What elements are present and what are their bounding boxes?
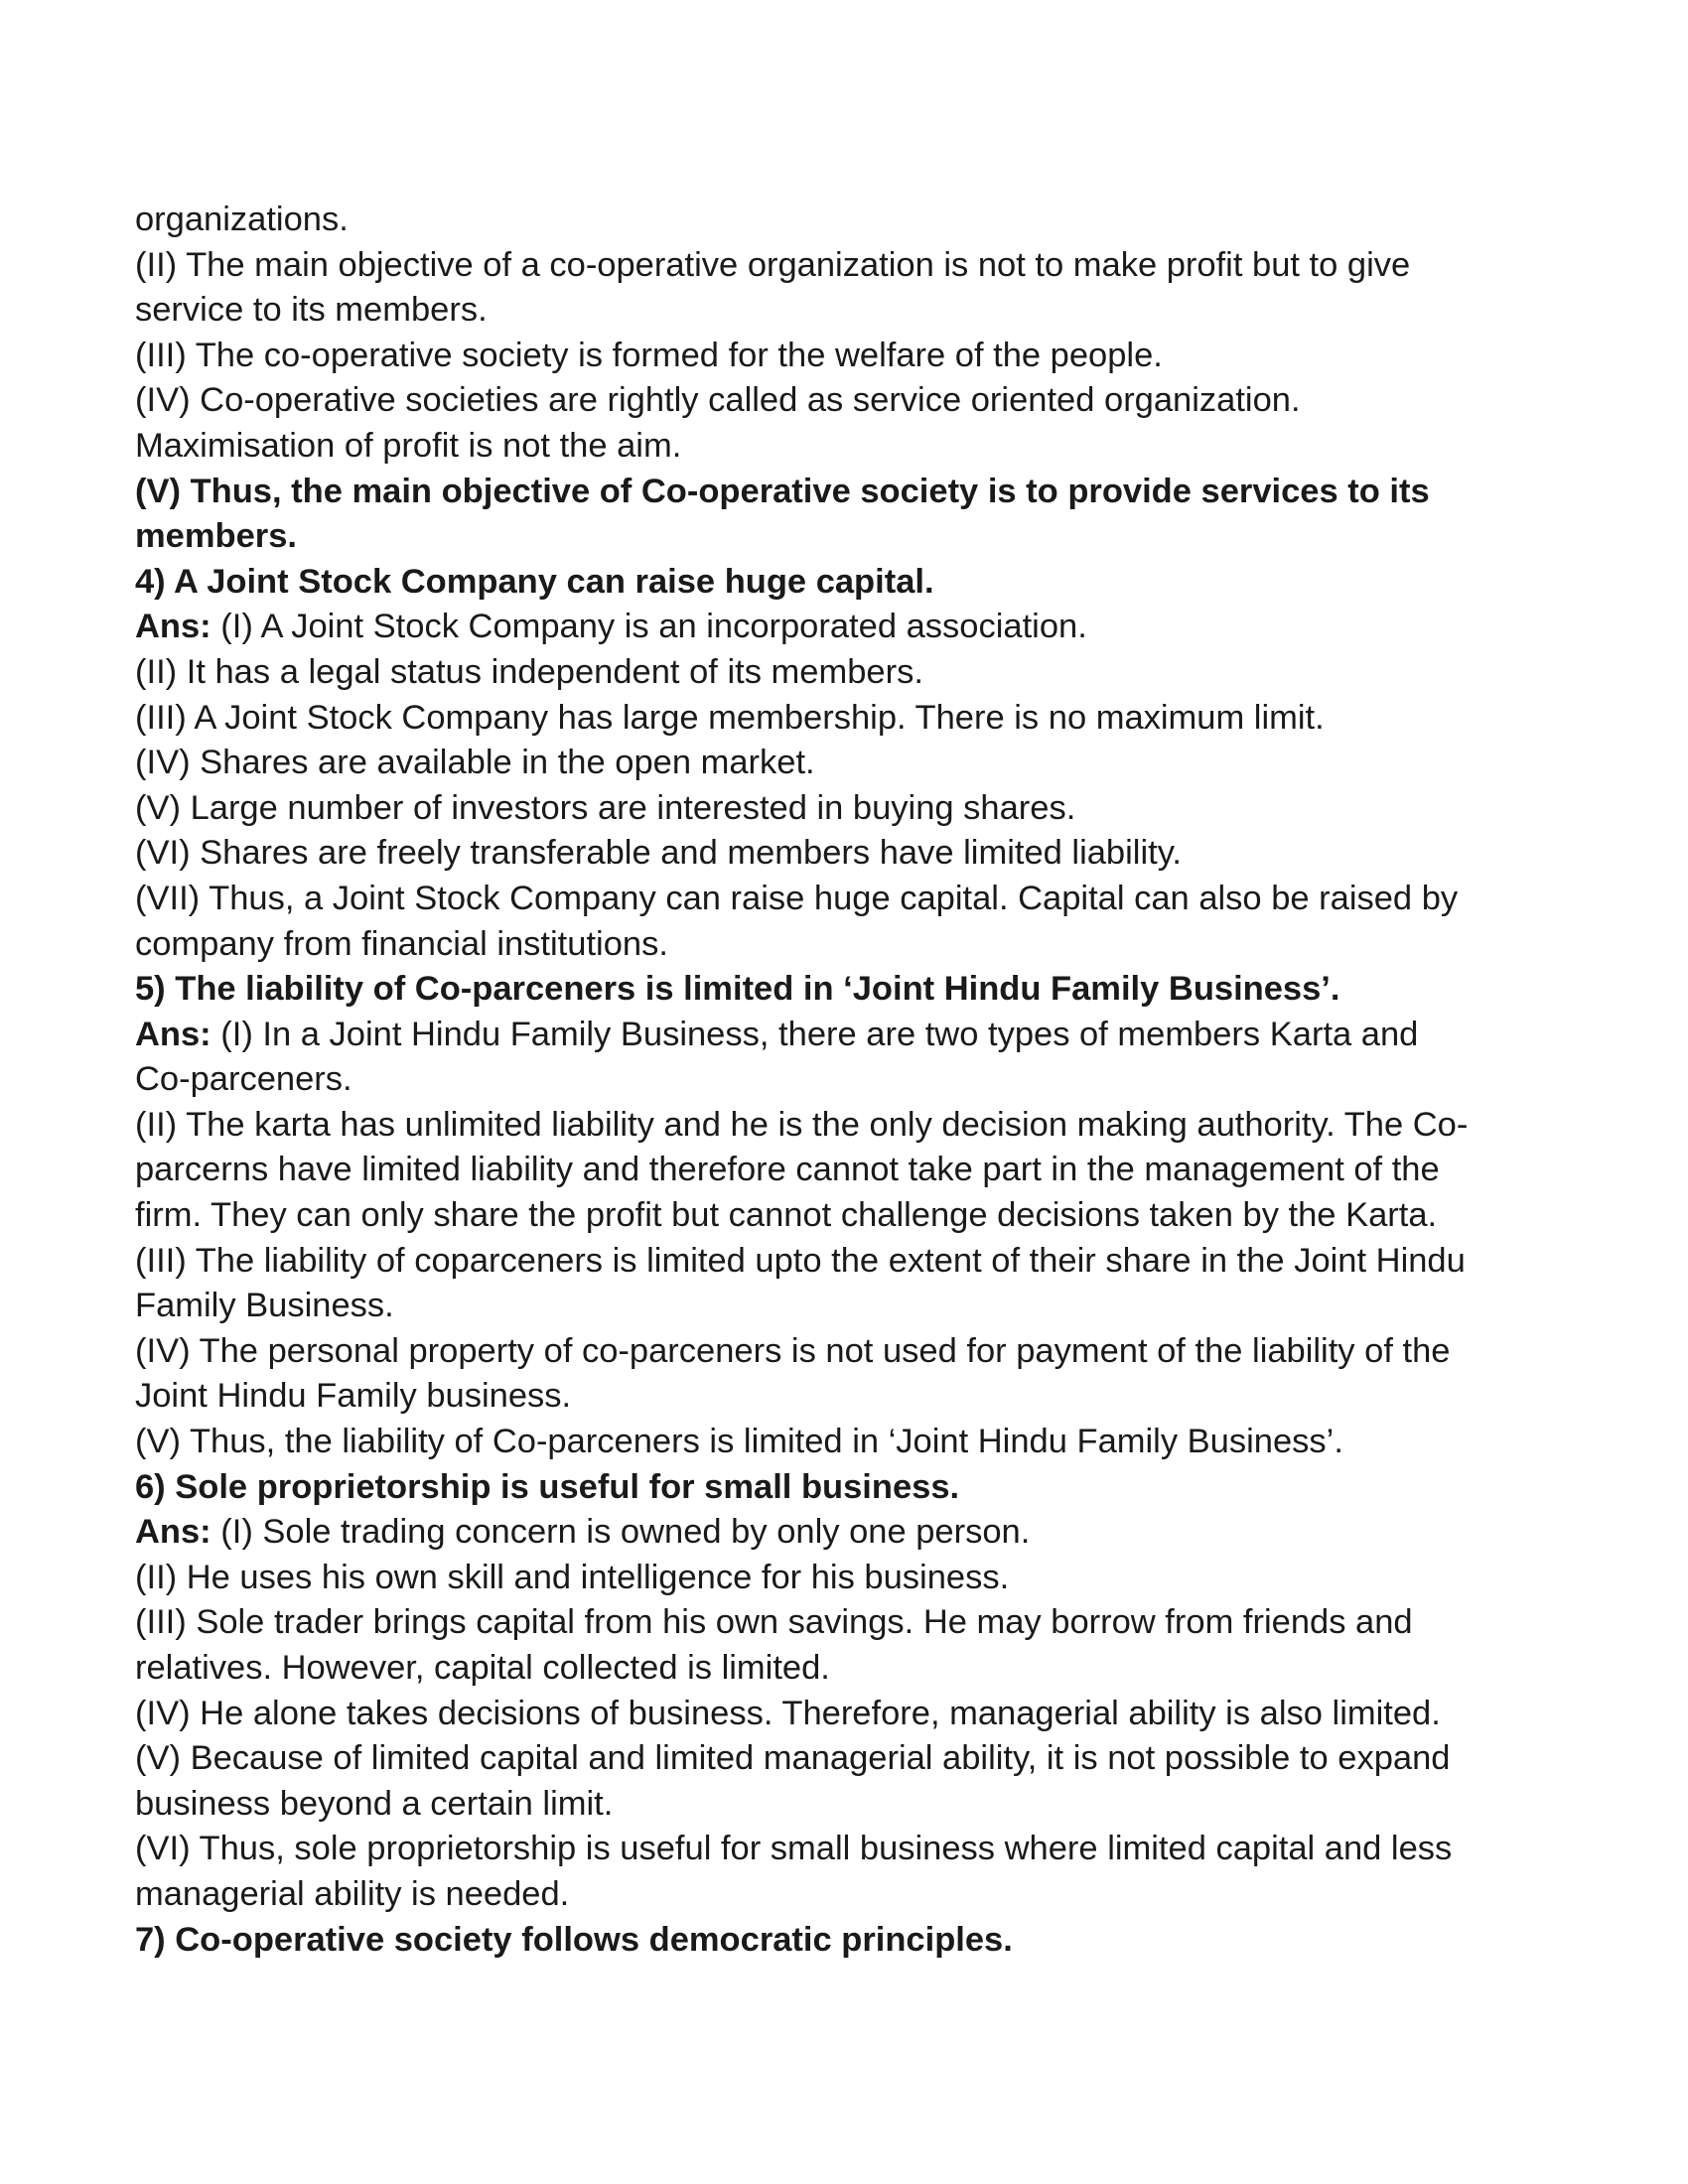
answer-text: (I) Sole trading concern is owned by only one person. [211,1513,1031,1552]
body-text-line: (VI) Shares are freely transferable and members have limited liability. [135,834,1182,873]
body-text-line: (II) He uses his own skill and intelligence for his business. [135,1558,1010,1596]
answer-line [135,605,1595,650]
question-heading: 7) Co-operative society follows democratic principles. [135,1920,1013,1959]
body-text-line: (IV) The personal property of co-parceners is not used for payment of the liability of the [135,1331,1451,1370]
body-text-line: Co-parceners. [135,1060,352,1099]
answer-text: (I) A Joint Stock Company is an incorporated association. [211,608,1087,646]
body-text-line: (II) The main objective of a co-operative organization is not to make profit but to give [135,245,1411,284]
answer-line [135,1013,1595,1058]
question-heading: 5) The liability of Co-parceners is limited in ‘Joint Hindu Family Business’. [135,970,1340,1009]
body-text-line: parcerns have limited liability and therefore cannot take part in the management of the [135,1151,1440,1189]
body-text-line: Family Business. [135,1287,394,1325]
answer-label: Ans: [135,608,211,646]
body-text-line: firm. They can only share the profit but cannot challenge decisions taken by the Karta. [135,1196,1438,1235]
body-text-line: managerial ability is needed. [135,1874,570,1913]
body-text-line: (V) Because of limited capital and limited managerial ability, it is not possible to expand [135,1739,1451,1778]
body-text-line: (III) The liability of coparceners is limited upto the extent of their share in the Joint Hindu [135,1241,1466,1280]
body-text-line: (VII) Thus, a Joint Stock Company can raise huge capital. Capital can also be raised by [135,879,1459,917]
body-text-line: company from financial institutions. [135,924,668,963]
body-text-line: (V) Large number of investors are interested in buying shares. [135,788,1076,827]
body-text-line: (IV) Shares are available in the open market. [135,744,815,782]
body-text-line: (V) Thus, the liability of Co-parceners is limited in ‘Joint Hindu Family Business’. [135,1423,1343,1461]
body-text-line: relatives. However, capital collected is limited. [135,1649,830,1687]
document-page [135,198,1595,1963]
question-heading: 4) A Joint Stock Company can raise huge capital. [135,562,934,601]
body-text-line: Maximisation of profit is not the aim. [135,426,682,465]
body-text-line: organizations. [135,201,349,238]
body-text-line: (III) The co-operative society is formed for the welfare of the people. [135,336,1163,374]
answer-text: (I) In a Joint Hindu Family Business, there are two types of members Karta and [211,1015,1419,1053]
body-text-line: (II) It has a legal status independent of its members. [135,652,923,691]
question-heading: 6) Sole proprietorship is useful for small business. [135,1467,960,1506]
question-heading: (V) Thus, the main objective of Co-operative society is to provide services to its [135,472,1430,510]
body-text-line: (III) A Joint Stock Company has large membership. There is no maximum limit. [135,698,1325,737]
body-text-line: (IV) He alone takes decisions of business. Therefore, managerial ability is also limited. [135,1694,1441,1732]
body-text-line: business beyond a certain limit. [135,1784,614,1823]
body-text-line: (VI) Thus, sole proprietorship is useful for small business where limited capital and less [135,1830,1453,1868]
body-text-line: (II) The karta has unlimited liability and he is the only decision making authority. The Co- [135,1105,1469,1144]
answer-line [135,1510,1595,1556]
body-text-line: service to its members. [135,291,488,330]
answer-label: Ans: [135,1015,211,1053]
body-text-line: (III) Sole trader brings capital from his own savings. He may borrow from friends and [135,1603,1413,1642]
body-text-line: (IV) Co-operative societies are rightly called as service oriented organization. [135,381,1301,420]
body-text-line: Joint Hindu Family business. [135,1377,572,1416]
question-heading: members. [135,517,297,556]
answer-label: Ans: [135,1513,211,1552]
